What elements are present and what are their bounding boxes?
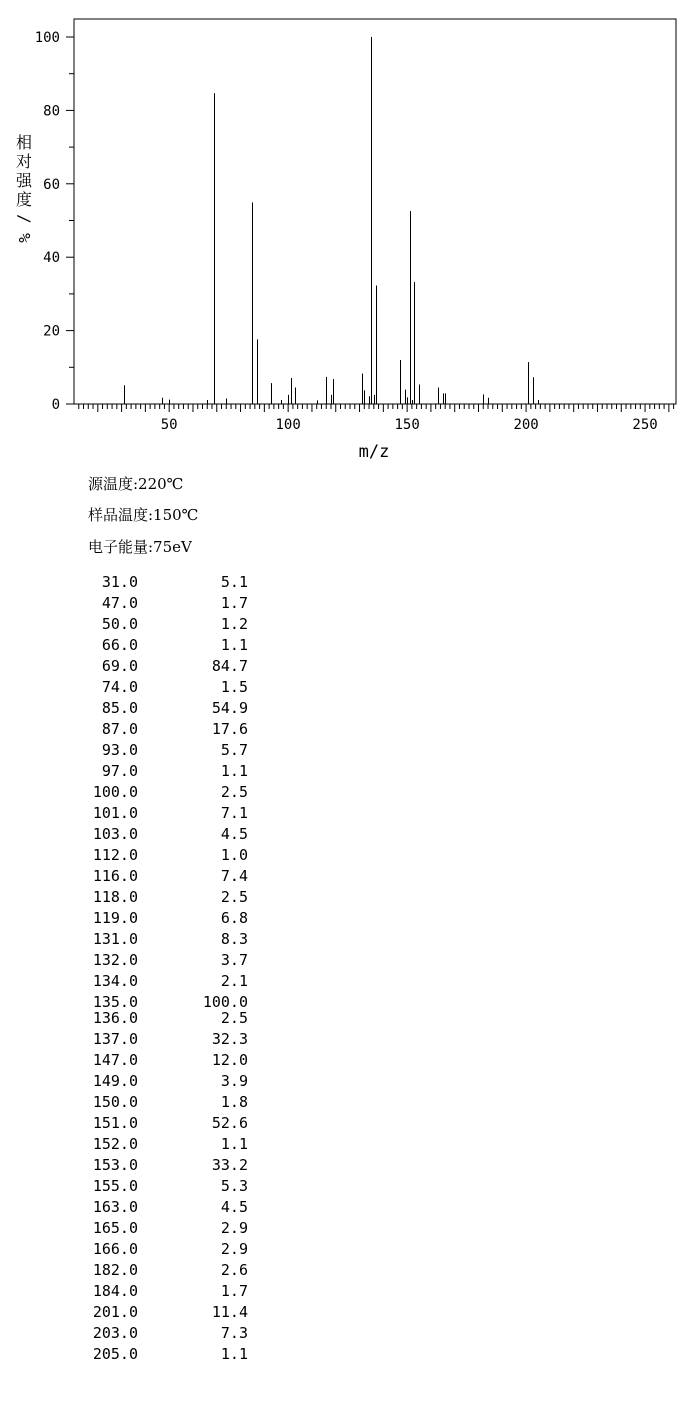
peak-table xyxy=(80,572,260,1365)
table-cell-mz: 203.0 xyxy=(92,1324,138,1342)
x-axis-label: m/z xyxy=(358,442,390,462)
table-row xyxy=(80,1155,260,1176)
table-cell-mz: 93.0 xyxy=(101,741,138,759)
table-cell-abundance: 2.6 xyxy=(220,1261,248,1279)
table-cell-abundance: 8.3 xyxy=(220,930,248,948)
x-tick-label: 200 xyxy=(513,417,539,433)
table-cell-mz: 151.0 xyxy=(92,1114,138,1132)
table-row xyxy=(80,635,260,656)
y-tick-label: 60 xyxy=(43,176,60,193)
table-cell-abundance: 33.2 xyxy=(211,1156,248,1174)
table-cell-mz: 47.0 xyxy=(101,594,138,612)
table-cell-mz: 74.0 xyxy=(101,678,138,696)
spectrum-bars xyxy=(125,37,539,404)
y-axis-label-char: 度 xyxy=(15,190,33,209)
table-cell-abundance: 2.9 xyxy=(220,1240,248,1258)
y-tick-label: 40 xyxy=(43,250,60,267)
table-cell-mz: 134.0 xyxy=(92,972,138,990)
y-tick-label: 100 xyxy=(34,30,60,46)
table-cell-abundance: 5.1 xyxy=(220,573,248,591)
table-row xyxy=(80,1239,260,1260)
y-axis-label-char: / xyxy=(15,214,34,224)
table-cell-abundance: 7.4 xyxy=(220,867,248,885)
table-cell-abundance: 1.1 xyxy=(220,636,248,654)
table-row xyxy=(80,1008,260,1029)
table-cell-abundance: 2.9 xyxy=(220,1219,248,1237)
table-row xyxy=(80,1092,260,1113)
table-cell-mz: 165.0 xyxy=(92,1219,138,1237)
table-cell-abundance: 100.0 xyxy=(202,993,248,1011)
table-cell-mz: 97.0 xyxy=(101,762,138,780)
table-cell-mz: 50.0 xyxy=(101,615,138,633)
table-row xyxy=(80,593,260,614)
table-cell-mz: 69.0 xyxy=(101,657,138,675)
table-cell-abundance: 1.8 xyxy=(220,1093,248,1111)
table-row xyxy=(80,887,260,908)
table-cell-abundance: 4.5 xyxy=(220,1198,248,1216)
table-row xyxy=(80,761,260,782)
table-row xyxy=(80,824,260,845)
table-row xyxy=(80,782,260,803)
table-row xyxy=(80,803,260,824)
x-tick-label: 250 xyxy=(632,417,658,433)
table-row xyxy=(80,1050,260,1071)
y-axis-label-char: 相 xyxy=(15,133,33,152)
table-cell-mz: 153.0 xyxy=(92,1156,138,1174)
table-cell-abundance: 1.2 xyxy=(220,615,248,633)
table-row xyxy=(80,1071,260,1092)
x-tick-label: 100 xyxy=(275,417,301,433)
table-cell-abundance: 17.6 xyxy=(211,720,248,738)
table-cell-abundance: 2.5 xyxy=(220,1009,248,1027)
table-cell-abundance: 1.5 xyxy=(220,678,248,696)
table-cell-abundance: 5.7 xyxy=(220,741,248,759)
table-cell-abundance: 3.7 xyxy=(220,951,248,969)
table-cell-abundance: 1.1 xyxy=(220,1135,248,1153)
table-cell-abundance: 52.6 xyxy=(211,1114,248,1132)
table-row xyxy=(80,1029,260,1050)
table-row xyxy=(80,740,260,761)
table-row xyxy=(80,992,260,1011)
table-row xyxy=(80,719,260,740)
table-row xyxy=(80,572,260,593)
table-row xyxy=(80,1134,260,1155)
table-cell-mz: 100.0 xyxy=(92,783,138,801)
table-row xyxy=(80,845,260,866)
table-cell-abundance: 12.0 xyxy=(211,1051,248,1069)
y-axis-label xyxy=(15,133,34,243)
table-cell-mz: 131.0 xyxy=(92,930,138,948)
table-cell-abundance: 2.5 xyxy=(220,783,248,801)
table-cell-abundance: 7.1 xyxy=(220,804,248,822)
table-row xyxy=(80,1281,260,1302)
table-cell-mz: 112.0 xyxy=(92,846,138,864)
table-cell-mz: 116.0 xyxy=(92,867,138,885)
electron-energy: 电子能量:75eV xyxy=(88,538,192,556)
table-cell-abundance: 11.4 xyxy=(211,1303,248,1321)
table-cell-abundance: 6.8 xyxy=(220,909,248,927)
x-tick-label: 150 xyxy=(394,417,420,433)
table-cell-abundance: 1.7 xyxy=(220,1282,248,1300)
x-tick-label: 50 xyxy=(160,417,178,433)
table-cell-mz: 31.0 xyxy=(101,573,138,591)
table-cell-abundance: 2.1 xyxy=(220,972,248,990)
table-cell-abundance: 1.1 xyxy=(220,762,248,780)
table-cell-mz: 150.0 xyxy=(92,1093,138,1111)
table-cell-abundance: 1.7 xyxy=(220,594,248,612)
table-row xyxy=(80,677,260,698)
table-cell-abundance: 4.5 xyxy=(220,825,248,843)
table-row xyxy=(80,971,260,992)
table-row xyxy=(80,929,260,950)
table-cell-mz: 147.0 xyxy=(92,1051,138,1069)
table-cell-mz: 137.0 xyxy=(92,1030,138,1048)
y-tick-label: 80 xyxy=(43,103,60,120)
table-row xyxy=(80,1323,260,1344)
axis-ticks xyxy=(66,37,674,412)
table-cell-mz: 166.0 xyxy=(92,1240,138,1258)
y-tick-label: 20 xyxy=(43,323,60,340)
table-cell-abundance: 54.9 xyxy=(211,699,248,717)
table-cell-mz: 205.0 xyxy=(92,1345,138,1363)
table-cell-abundance: 5.3 xyxy=(220,1177,248,1195)
table-row xyxy=(80,656,260,677)
table-row xyxy=(80,698,260,719)
table-row xyxy=(80,908,260,929)
table-cell-abundance: 1.0 xyxy=(220,846,248,864)
table-cell-abundance: 84.7 xyxy=(211,657,248,675)
table-row xyxy=(80,1176,260,1197)
table-cell-mz: 103.0 xyxy=(92,825,138,843)
table-cell-mz: 155.0 xyxy=(92,1177,138,1195)
table-cell-mz: 149.0 xyxy=(92,1072,138,1090)
table-cell-mz: 201.0 xyxy=(92,1303,138,1321)
table-row xyxy=(80,950,260,971)
table-cell-mz: 101.0 xyxy=(92,804,138,822)
table-cell-mz: 184.0 xyxy=(92,1282,138,1300)
table-cell-abundance: 7.3 xyxy=(220,1324,248,1342)
table-cell-mz: 66.0 xyxy=(101,636,138,654)
table-cell-mz: 87.0 xyxy=(101,720,138,738)
table-row xyxy=(80,1218,260,1239)
plot-frame xyxy=(74,19,676,404)
table-cell-mz: 136.0 xyxy=(92,1009,138,1027)
mass-spectrum-chart xyxy=(0,0,687,470)
table-cell-abundance: 1.1 xyxy=(220,1345,248,1363)
sample-temperature: 样品温度:150℃ xyxy=(88,506,199,524)
tick-labels xyxy=(35,30,658,433)
y-axis-label-char: 对 xyxy=(15,152,33,171)
y-axis-label-char: % xyxy=(15,233,34,243)
table-row xyxy=(80,866,260,887)
table-cell-abundance: 3.9 xyxy=(220,1072,248,1090)
table-cell-mz: 85.0 xyxy=(101,699,138,717)
table-row xyxy=(80,1260,260,1281)
table-row xyxy=(80,1113,260,1134)
y-axis-label-char: 强 xyxy=(15,171,33,190)
source-temperature: 源温度:220℃ xyxy=(88,475,184,493)
table-row xyxy=(80,1344,260,1365)
table-cell-mz: 118.0 xyxy=(92,888,138,906)
y-tick-label: 0 xyxy=(51,397,60,413)
table-cell-mz: 119.0 xyxy=(92,909,138,927)
table-cell-mz: 152.0 xyxy=(92,1135,138,1153)
table-cell-mz: 182.0 xyxy=(92,1261,138,1279)
table-row xyxy=(80,1302,260,1323)
table-cell-mz: 132.0 xyxy=(92,951,138,969)
table-cell-abundance: 32.3 xyxy=(211,1030,248,1048)
table-cell-abundance: 2.5 xyxy=(220,888,248,906)
table-cell-mz: 163.0 xyxy=(92,1198,138,1216)
table-row xyxy=(80,1197,260,1218)
table-row xyxy=(80,614,260,635)
table-cell-mz: 135.0 xyxy=(92,993,138,1011)
